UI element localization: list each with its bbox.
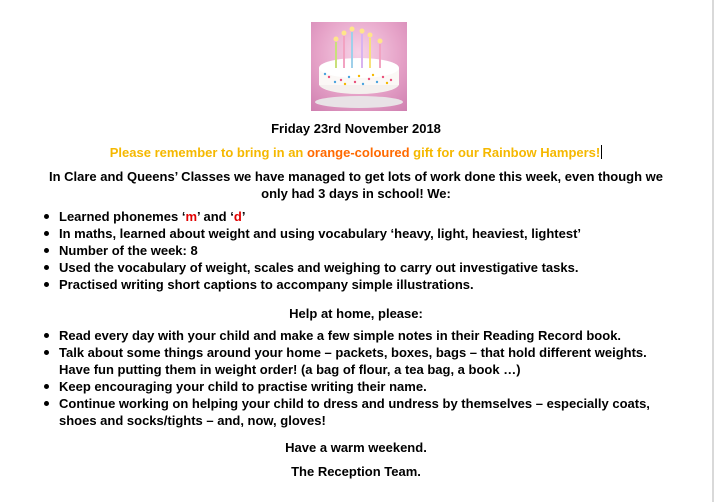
list-item-line: Continue working on helping your child to dress and undress by themselves – especially coats, xyxy=(59,396,650,411)
list-item-line: Talk about some things around your home – packets, boxes, bags – that hold different weights. xyxy=(59,345,647,360)
phoneme-d: d xyxy=(233,209,242,224)
list-item xyxy=(0,378,650,395)
signature: The Reception Team. xyxy=(291,464,421,479)
newsletter-date: Friday 23rd November 2018 xyxy=(271,121,441,136)
list-item xyxy=(0,395,650,429)
list-item-line: Keep encouraging your child to practise writing their name. xyxy=(59,379,427,394)
reminder-highlight: orange-coloured xyxy=(306,145,410,160)
list-item: Used the vocabulary of weight, scales and weighing to carry out investigative tasks. xyxy=(0,259,581,276)
list-item-line: Have fun putting them in weight order! (a bag of flour, a tea bag, a book …) xyxy=(59,362,521,377)
reminder-text-before: Please remember to bring in an xyxy=(109,145,307,160)
learned-list xyxy=(0,208,581,293)
list-item: In maths, learned about weight and using vocabulary ‘heavy, light, heaviest, lightest’ xyxy=(0,225,581,242)
phoneme-and: and xyxy=(203,209,227,224)
intro-line: In Clare and Queens’ Classes we have managed to get lots of work done this week, even though we xyxy=(48,169,664,184)
list-item-line: shoes and socks/tights – and, now, gloves! xyxy=(59,413,326,428)
intro-line: only had 3 days in school! We: xyxy=(261,186,451,201)
list-item: Practised writing short captions to accompany simple illustrations. xyxy=(0,276,581,293)
phoneme-m: m xyxy=(185,209,197,224)
list-item-line: Read every day with your child and make a few simple notes in their Reading Record book. xyxy=(59,328,622,343)
list-item: Number of the week: 8 xyxy=(0,242,581,259)
reminder-text-after: gift for our Rainbow Hampers! xyxy=(409,145,601,160)
list-item xyxy=(0,344,650,378)
intro-paragraph xyxy=(0,168,712,202)
text-cursor xyxy=(601,145,602,159)
list-item: Learned phonemes ‘m’ and ‘d’ xyxy=(0,208,581,225)
birthday-cake-image xyxy=(311,22,407,111)
phonemes-prefix: Learned phonemes xyxy=(59,209,182,224)
closing-greeting: Have a warm weekend. xyxy=(285,440,427,455)
gift-reminder xyxy=(0,144,712,161)
list-item xyxy=(0,327,650,344)
help-list xyxy=(0,327,650,429)
cake-illustration xyxy=(311,22,407,111)
help-heading: Help at home, please: xyxy=(289,306,423,321)
